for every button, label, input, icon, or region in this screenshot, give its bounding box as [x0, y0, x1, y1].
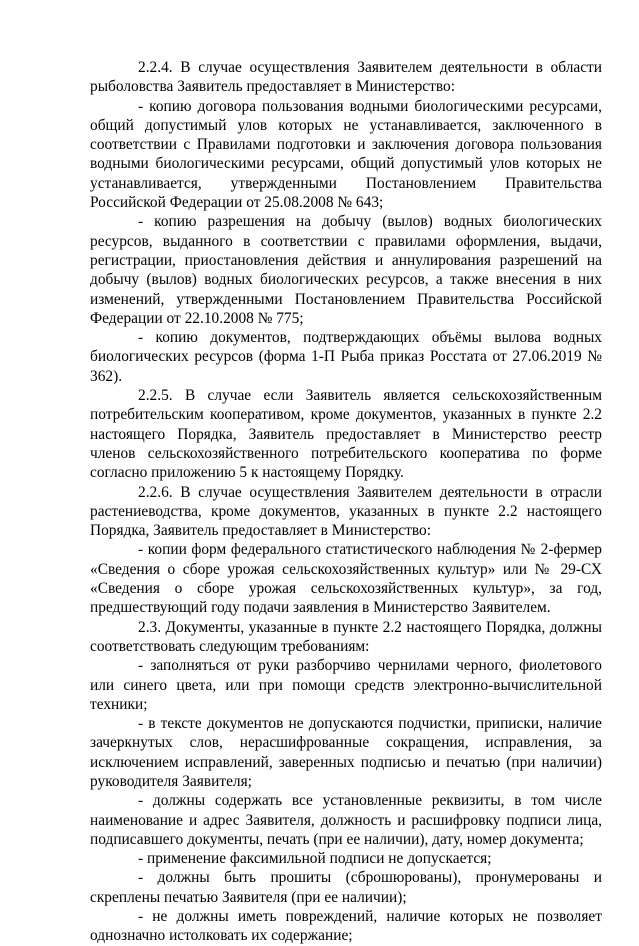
paragraph-requirement-details: - должны содержать все установленные реквизиты, в том числе наименование и адрес Заявителя, должность и расшифровку подписи лица, подписавшего документы, печать (при ее наличии), дату, номер документа; — [90, 792, 602, 848]
paragraph-requirement-binding: - должны быть прошиты (сброшюрованы), пронумерованы и скреплены печатью Заявителя (при ее наличии); — [90, 869, 602, 906]
paragraph-requirement-no-corrections: - в тексте документов не допускаются подчистки, приписки, наличие зачеркнутых слов, нерасшифрованные сокращения, исправления, за исключением исправлений, заверенных подписью и печатью (при наличии) руководителя Заявителя; — [90, 715, 602, 790]
paragraph-statistics-forms: - копии форм федерального статистического наблюдения № 2-фермер «Сведения о сборе урожая сельскохозяйственных культур» или № 29-СХ «Сведения о сборе урожая сельскохозяйственных культур», за год, предшествующий году подачи заявления в Министерство Заявителем. — [90, 541, 602, 617]
document-page — [90, 58, 602, 946]
paragraph-catch-volume: - копию документов, подтверждающих объёмы вылова водных биологических ресурсов (форма 1-П Рыба приказ Росстата от 27.06.2019 № 362). — [90, 329, 602, 385]
paragraph-fishing-permit: - копию разрешения на добычу (вылов) водных биологических ресурсов, выданного в соответствии с правилами оформления, выдачи, регистрации, приостановления действия и аннулирования разрешений на добычу (вылов) водных биологических ресурсов, а также внесения в них изменений, утвержденными Постановлением Правительства Российской Федерации от 22.10.2008 № 775; — [90, 213, 602, 327]
paragraph-requirement-ink: - заполняться от руки разборчиво чернилами черного, фиолетового или синего цвета, или при помощи средств электронно-вычислительной техники; — [90, 657, 602, 713]
paragraph-requirement-facsimile: - применение факсимильной подписи не допускается; — [138, 850, 492, 868]
paragraph-2-2-5: 2.2.5. В случае если Заявитель является сельскохозяйственным потребительским кооперативом, кроме документов, указанных в пункте 2.2 настоящего Порядка, Заявитель предоставляет в Министерство реестр членов сельскохозяйственного потребительского кооператива по форме согласно приложению 5 к настоящему Порядку. — [90, 387, 602, 482]
paragraph-fishing-contract: - копию договора пользования водными биологическими ресурсами, общий допустимый улов которых не устанавливается, заключенного в соответствии с Правилами подготовки и заключения договора пользования водными биологическими ресурсами, общий допустимый улов которых не устанавливается, утвержденными Постановлением Правительства Российской Федерации от 25.08.2008 № 643; — [90, 97, 602, 212]
paragraph-2-2-6: 2.2.6. В случае осуществления Заявителем деятельности в отрасли растениеводства, кроме документов, указанных в пункте 2.2 настоящего Порядка, Заявитель предоставляет в Министерство: — [90, 483, 602, 540]
paragraph-2-2-4: 2.2.4. В случае осуществления Заявителем деятельности в области рыболовства Заявитель предоставляет в Министерство: — [90, 59, 602, 96]
paragraph-2-3: 2.3. Документы, указанные в пункте 2.2 настоящего Порядка, должны соответствовать следующим требованиям: — [90, 618, 602, 655]
paragraph-requirement-no-damage: - не должны иметь повреждений, наличие которых не позволяет однозначно истолковать их содержание; — [90, 908, 602, 945]
